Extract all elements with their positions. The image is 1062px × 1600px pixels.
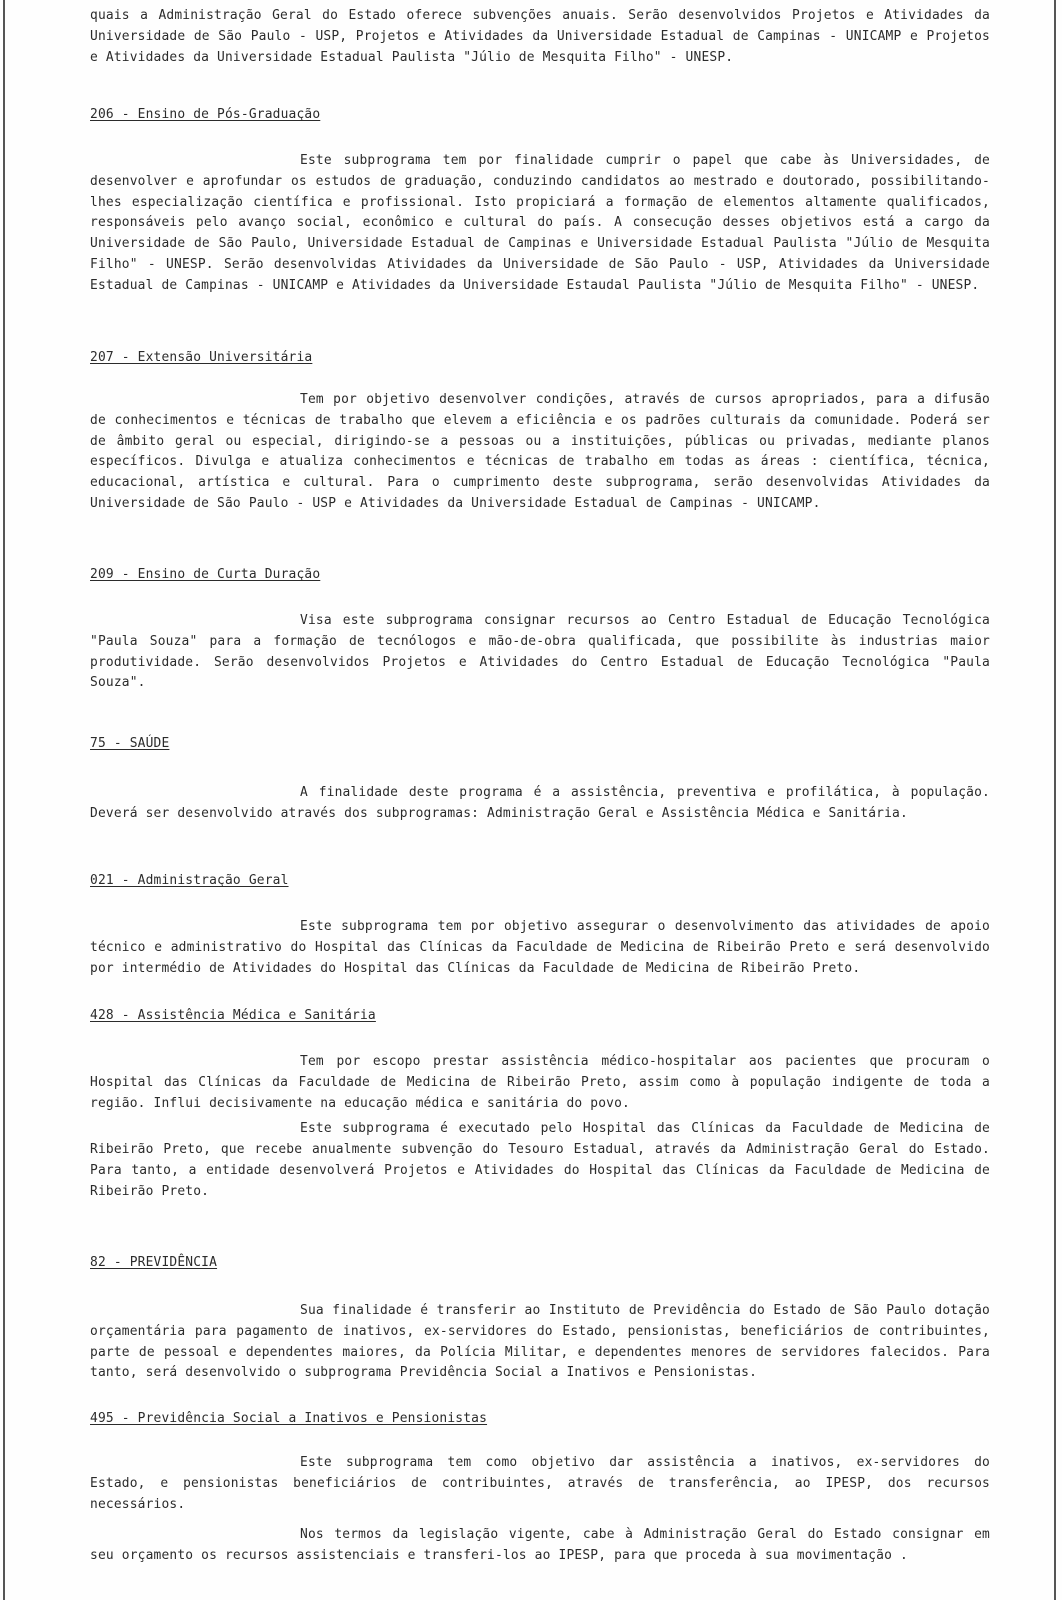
section-heading: 82 - PREVIDÊNCIA [90,1255,218,1270]
right-border-line [1054,0,1056,1600]
section-paragraph: Tem por escopo prestar assistência médico-hospitalar aos pacientes que procuram o Hospital das Clínicas da Faculdade de Medicina de Ribeirão Preto, assim como à população indigente de toda a região. Influi decisivamente na educação médica e sanitária do povo. [90,1054,990,1111]
section-paragraph: Nos termos da legislação vigente, cabe à Administração Geral do Estado consignar em seu orçamento os recursos assistenciais e transferi-los ao IPESP, para que proceda à sua movimentação . [90,1527,990,1564]
section-paragraph: Este subprograma tem por finalidade cumprir o papel que cabe às Universidades, de desenvolver e aprofundar os estudos de graduação, conduzindo candidatos ao mestrado e doutorado, possibilitando-lhes especialização científica e profissional. Isto propiciará a formação de elementos altamente qualificados, responsáveis pelo avanço social, econômico e cultural do país. A consecução desses objetivos está a cargo da Universidade de São Paulo, Universidade Estadual de Campinas e Universidade Estadual Paulista "Júlio de Mesquita Filho" - UNESP. Serão desenvolvidas Atividades da Universidade de São Paulo - USP, Atividades da Universidade Estadual de Campinas - UNICAMP e Atividades da Universidade Estaudal Paulista "Júlio de Mesquita Filho" - UNESP. [90,153,990,293]
left-border-line [3,0,5,1600]
section-75 [90,732,990,825]
section-428 [90,1004,990,1203]
section-heading: 495 - Previdência Social a Inativos e Pensionistas [90,1411,488,1426]
section-82 [90,1251,990,1384]
section-495 [90,1407,990,1567]
section-206 [90,103,990,297]
section-heading: 021 - Administração Geral [90,873,289,888]
section-paragraph: Visa este subprograma consignar recursos ao Centro Estadual de Educação Tecnológica "Paula Souza" para a formação de tecnólogos e mão-de-obra qualificada, que possibilite às industrias maior produtividade. Serão desenvolvidos Projetos e Atividades do Centro Estadual de Educação Tecnológica "Paula Souza". [90,613,990,691]
section-heading: 206 - Ensino de Pós-Graduação [90,107,321,122]
section-207 [90,346,990,515]
section-209 [90,563,990,694]
section-paragraph: Tem por objetivo desenvolver condições, através de cursos apropriados, para a difusão de conhecimentos e técnicas de trabalho que elevem a eficiência e os padrões culturais da comunidade. Poderá ser de âmbito geral ou especial, dirigindo-se a pessoas ou a instituições, públicas ou privadas, mediante planos específicos. Divulga e atualiza conhecimentos e técnicas de trabalho em todas as áreas : científica, técnica, educacional, artística e cultural. Para o cumprimento deste subprograma, serão desenvolvidas Atividades da Universidade de São Paulo - USP e Atividades da Universidade Estadual de Campinas - UNICAMP. [90,392,990,511]
intro-block [90,6,990,68]
section-heading: 207 - Extensão Universitária [90,350,313,365]
section-heading: 209 - Ensino de Curta Duração [90,567,321,582]
section-paragraph: Este subprograma é executado pelo Hospital das Clínicas da Faculdade de Medicina de Ribeirão Preto, que recebe anualmente subvenção do Tesouro Estadual, através da Administração Geral do Estado. Para tanto, a entidade desenvolverá Projetos e Atividades do Hospital das Clínicas da Faculdade de Medicina de Ribeirão Preto. [90,1121,990,1199]
section-paragraph: Sua finalidade é transferir ao Instituto de Previdência do Estado de São Paulo dotação orçamentária para pagamento de inativos, ex-servidores do Estado, pensionistas, beneficiários de contribuintes, parte de pessoal e dependentes maiores, da Polícia Militar, e dependentes menores de servidores falecidos. Para tanto, será desenvolvido o subprograma Previdência Social a Inativos e Pensionistas. [90,1303,990,1381]
section-heading: 75 - SAÚDE [90,736,170,751]
section-paragraph: Este subprograma tem por objetivo assegurar o desenvolvimento das atividades de apoio técnico e administrativo do Hospital das Clínicas da Faculdade de Medicina de Ribeirão Preto e será desenvolvido por intermédio de Atividades do Hospital das Clínicas da Faculdade de Medicina de Ribeirão Preto. [90,919,990,976]
section-paragraph: A finalidade deste programa é a assistência, preventiva e profilática, à população. Deverá ser desenvolvido através dos subprogramas: Administração Geral e Assistência Médica e Sanitária. [90,785,990,821]
section-paragraph: Este subprograma tem como objetivo dar assistência a inativos, ex-servidores do Estado, e pensionistas beneficiários de contribuintes, através de transferência, ao IPESP, dos recursos necessários. [90,1455,990,1512]
section-021 [90,869,990,979]
section-heading: 428 - Assistência Médica e Sanitária [90,1008,376,1023]
intro-paragraph: quais a Administração Geral do Estado oferece subvenções anuais. Serão desenvolvidos Projetos e Atividades da Universidade de São Paulo - USP, Projetos e Atividades da Universidade Estadual de Campinas - UNICAMP e Projetos e Atividades da Universidade Estadual Paulista "Júlio de Mesquita Filho" - UNESP. [90,8,990,65]
